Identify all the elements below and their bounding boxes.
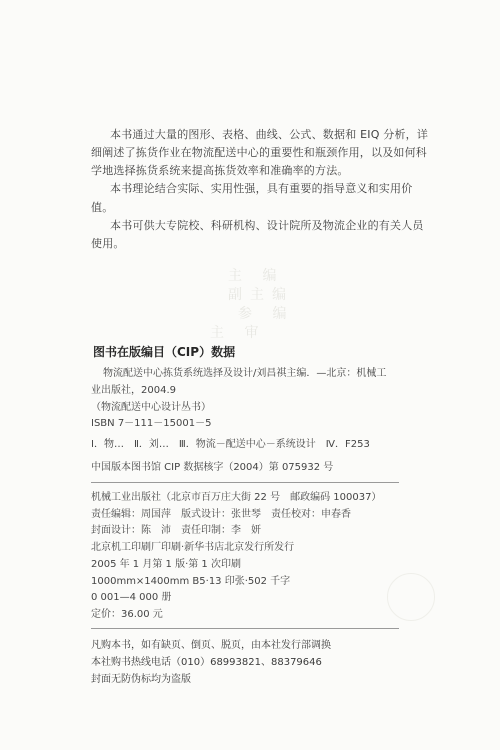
cip-classification: Ⅰ．物… Ⅱ．刘… Ⅲ．物流－配送中心－系统设计 Ⅳ．F253 [91, 439, 370, 450]
copyright-page: 主 编 副主编 参 编 主 审 本书通过大量的图形、表格、曲线、公式、数据和 EIQ 分析，详 细阐述了拣货作业在物流配送中心的重要性和瓶颈作用，以及如何科 学地选择拣货系统来提高拣货效率和准确率的方法。 本书理论结合实际、实用性强，具有重要的指导意义和实用价 值。 本书可供大专院校、科研机构、设计院所及物流企业的有关人员 使用。 图书在版编目（CIP）数据 物流配送中心拣货系统选择及设计/刘昌祺主编．—北京：机械工 业出版社，2004.9 （物流配送中心设计丛书） ISBN 7－111－15001－5 Ⅰ．物… Ⅱ．刘… Ⅲ．物流－配送中心－系统设计 Ⅳ．F253 中国版本图书馆 CIP 数据核字（2004）第 075932 号 机械工业出版社（北京市百万庄大街 22 号 邮政编码 100037） 责任编辑：周国萍 版式设计：张世琴 责任校对：申春香 封面设计：陈 沛 责任印制：李 妍 北京机工印刷厂印刷·新华书店北京发行所发行 2005 年 1 月第 1 版·第 1 次印刷 1000mm×1400mm B5·13 印张·502 千字 0 001—4 000 册 定价：36.00 元 凡购本书，如有缺页、倒页、脱页，由本社发行部调换 本社购书热线电话（010）68993821、88379646 封面无防伪标均为盗版 [0, 0, 500, 750]
publisher-address: 机械工业出版社（北京市百万庄大街 22 号 邮政编码 100037） [91, 492, 382, 503]
cip-line: （物流配送中心设计丛书） [91, 402, 211, 413]
cip-record-number: 中国版本图书馆 CIP 数据核字（2004）第 075932 号 [91, 462, 334, 473]
format: 1000mm×1400mm B5·13 印张·502 千字 [91, 576, 291, 587]
isbn: ISBN 7－111－15001－5 [91, 418, 212, 429]
price: 定价：36.00 元 [91, 609, 163, 620]
cip-line: 物流配送中心拣货系统选择及设计/刘昌祺主编．—北京：机械工 [103, 368, 387, 379]
designers: 封面设计：陈 沛 责任印制：李 妍 [91, 525, 261, 536]
print-run: 0 001—4 000 册 [91, 592, 172, 603]
summary-line: 细阐述了拣货作业在物流配送中心的重要性和瓶颈作用，以及如何科 [91, 146, 427, 159]
hotline: 本社购书热线电话（010）68993821、88379646 [91, 657, 322, 668]
summary-line: 本书可供大专院校、科研机构、设计院所及物流企业的有关人员 [110, 219, 424, 232]
faint-seal-watermark [387, 573, 435, 621]
divider [91, 482, 399, 483]
anti-counterfeit-notice: 封面无防伪标均为盗版 [91, 674, 191, 685]
editors: 责任编辑：周国萍 版式设计：张世琴 责任校对：申春香 [91, 509, 351, 520]
summary-line: 本书通过大量的图形、表格、曲线、公式、数据和 EIQ 分析，详 [110, 128, 429, 141]
edition: 2005 年 1 月第 1 版·第 1 次印刷 [91, 559, 241, 570]
cip-line: 业出版社，2004.9 [91, 385, 176, 396]
summary-line: 本书理论结合实际、实用性强，具有重要的指导意义和实用价 [110, 182, 413, 195]
cip-heading: 图书在版编目（CIP）数据 [93, 345, 236, 359]
summary-line: 学地选择拣货系统来提高拣货效率和准确率的方法。 [91, 164, 349, 177]
notice-line: 凡购本书，如有缺页、倒页、脱页，由本社发行部调换 [91, 640, 331, 651]
printer: 北京机工印刷厂印刷·新华书店北京发行所发行 [91, 542, 295, 553]
summary-line: 使用。 [91, 237, 125, 250]
summary-line: 值。 [91, 201, 114, 214]
divider [91, 628, 399, 629]
